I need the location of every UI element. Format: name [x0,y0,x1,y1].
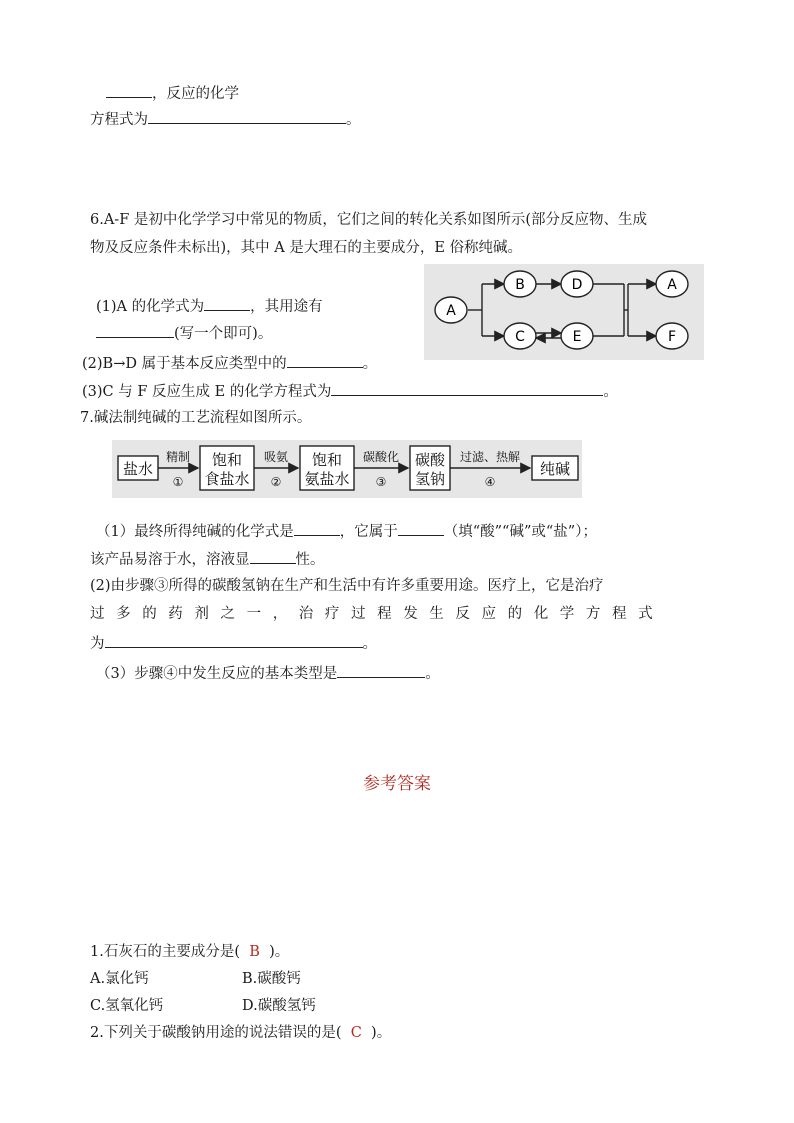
q7-part3: （3）步骤④中发生反应的基本类型是 。 [96,662,440,684]
answer-blank[interactable] [106,82,152,98]
flow-box-brine: 盐水 [122,460,154,478]
option-b: B.碳酸钙 [242,971,301,987]
flow-box-ammonia-brine-line2: 氨盐水 [304,470,350,488]
answer-blank[interactable] [105,632,363,648]
node-e [561,323,593,349]
svg-text:C: C [515,329,525,345]
svg-text:A: A [667,277,677,293]
answer-blank[interactable] [294,520,340,536]
q5-line1: ，反应的化学 [106,82,239,104]
flow-step1-num: ① [172,475,184,489]
q6-part1-line1: (1)A 的化学式为 ，其用途有 [96,295,323,317]
q5-line2: 方程式为 。 [90,108,361,130]
svg-text:A: A [446,303,456,319]
node-a-end [656,271,688,297]
answer-q1: 1.石灰石的主要成分是( B )。 [90,944,290,960]
q7-part2-line1: (2)由步骤③所得的碳酸氢钠在生产和生活中有许多重要用途。医疗上，它是治疗 [90,578,604,594]
svg-text:D: D [571,277,583,293]
flow-box-ammonia-brine-line1: 饱和 [311,451,343,469]
flow-step3-label: 碳酸化 [362,450,400,464]
answer-blank[interactable] [398,520,444,536]
option-d: D.碳酸氢钙 [242,998,316,1014]
answer-section-title: 参考答案 [363,774,431,794]
answer-blank[interactable] [204,295,250,311]
answer-q2: 2.下列关于碳酸钠用途的说法错误的是( C )。 [90,1025,392,1041]
q6-transformation-diagram [424,264,704,360]
node-b [504,271,536,297]
answer-blank[interactable] [331,380,603,396]
flow-step4-label: 过滤、热解 [459,450,521,464]
q7-part2-line3: 为 。 [90,632,377,654]
answer-q2-choice: C [350,1025,362,1041]
flow-step1-label: 精制 [165,450,191,464]
answer-blank[interactable] [287,352,363,368]
flow-box-saturated-line1: 饱和 [211,451,243,469]
answer-blank[interactable] [337,662,425,678]
flow-box-bicarbonate-line1: 碳酸 [414,451,446,469]
q7-part1-line2: 该产品易溶于水，溶液显 性。 [90,548,325,570]
node-d [561,271,593,297]
q7-part1-line1: （1）最终所得纯碱的化学式是 ，它属于 （填“酸”“碱”或“盐”）； [96,520,597,542]
node-c [504,323,536,349]
q6-part3: (3)C 与 F 反应生成 E 的化学方程式为 。 [82,380,618,402]
svg-text:E: E [572,329,582,345]
option-c: C.氢氧化钙 [90,998,164,1014]
svg-text:B: B [515,277,525,293]
q6-part1-line2: (写一个即可)。 [96,322,272,344]
q7-part2-line2: 过多的药剂之一，治疗过程发生反应的化学方程式 [90,606,665,622]
q6-stem-line1: 6.A-F 是初中化学学习中常见的物质，它们之间的转化关系如图所示(部分反应物、生成 [90,212,648,228]
node-a-start [435,297,467,323]
answer-q1-choice: B [249,944,260,960]
node-f [656,323,688,349]
flow-box-saturated-line2: 食盐水 [204,470,250,488]
option-a: A.氯化钙 [90,971,149,987]
flow-step2-label: 吸氨 [263,450,289,464]
flow-step4-num: ④ [484,475,496,489]
flow-step3-num: ③ [375,475,387,489]
answer-blank[interactable] [148,108,346,124]
flow-box-bicarbonate-line2: 氢钠 [414,470,446,488]
answer-blank[interactable] [250,548,296,564]
q7-stem: 7.碱法制纯碱的工艺流程如图所示。 [80,410,312,426]
q6-stem-line2: 物及反应条件未标出)，其中 A 是大理石的主要成分，E 俗称纯碱。 [90,240,523,256]
q6-part2: (2)B→D 属于基本反应类型中的 。 [82,352,377,374]
flow-box-soda-ash: 纯碱 [539,460,571,478]
answer-blank[interactable] [96,322,174,338]
q7-process-flow-diagram [112,440,582,498]
svg-text:F: F [667,329,677,345]
flow-step2-num: ② [270,475,282,489]
